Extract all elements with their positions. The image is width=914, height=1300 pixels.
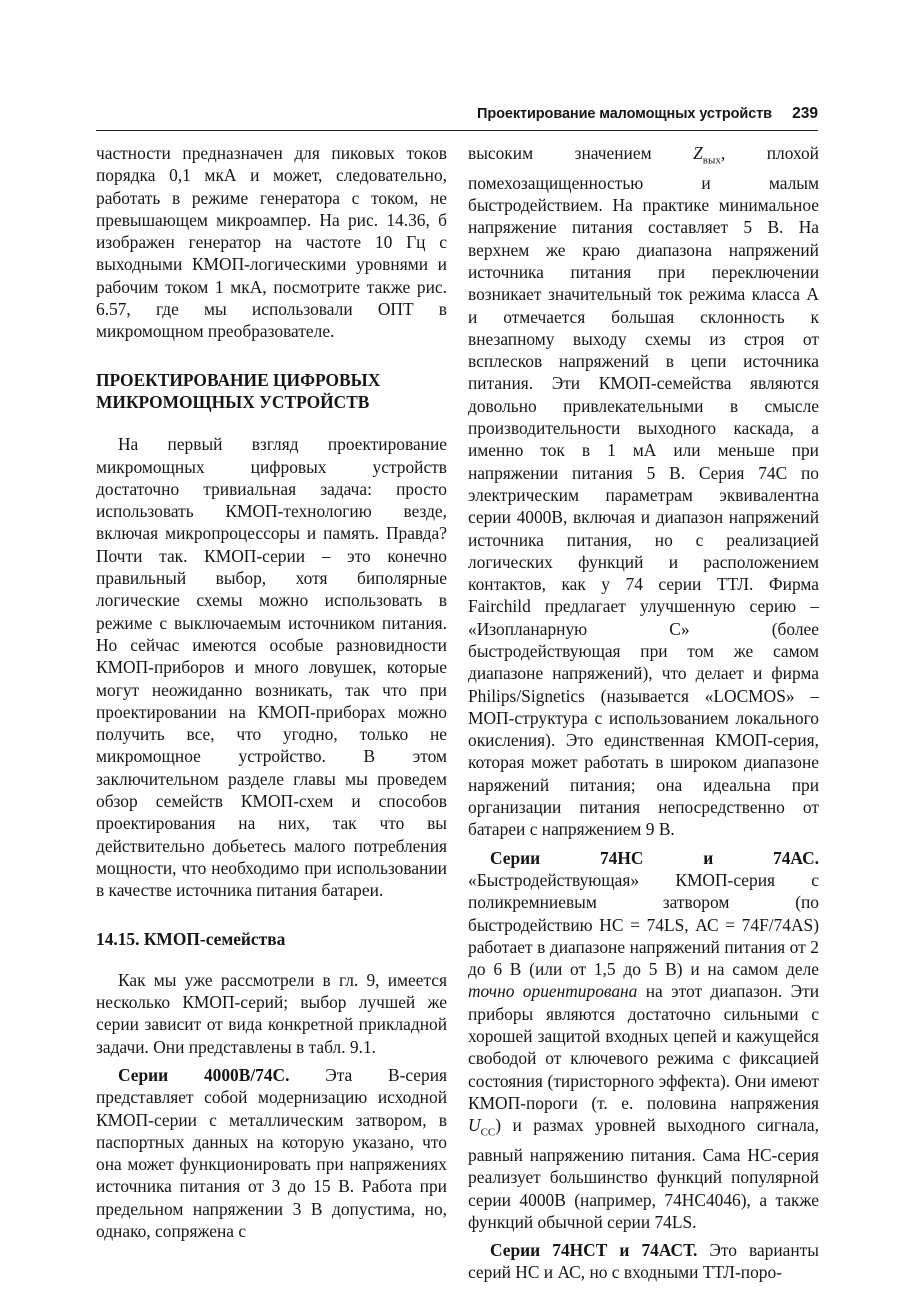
lead-hc-series: Серии 74НС и 74АС.	[490, 847, 819, 868]
u-symbol: U	[468, 1115, 481, 1136]
page-number: 239	[792, 105, 818, 122]
right-column	[468, 142, 819, 1284]
paragraph-4000-series	[96, 1064, 447, 1242]
running-header	[96, 104, 818, 131]
paragraph-hc-series	[468, 847, 819, 1234]
text-fragment: высоким значением	[468, 143, 694, 163]
z-symbol: Z	[693, 143, 703, 163]
paragraph-4000-continuation	[468, 142, 819, 841]
text-fragment: Это варианты серий НС и АС, но с входными ТТЛ-поро-	[468, 1240, 819, 1283]
subheading-line-1: ПРОЕКТИРОВАНИЕ ЦИФРОВЫХ	[96, 369, 381, 390]
text-fragment: ) и размах уровней выходного сигнала, равный напряжению питания. Сама НС-серия реализует большинство функций популярной серии 4000В (например, 74НС4046), а также функций обычной серии 74LS.	[468, 1115, 819, 1232]
paragraph-continuation: частности предназначен для пиковых токов порядка 0,1 мкА и может, следовательно, работать в режиме генератора с током, не превышающем микроампер. На рис. 14.36, б изображен генератор на частоте 10 Гц с выходными КМОП-логическими уровнями и рабочим током 1 мкА, посмотрите также рис. 6.57, где мы использовали ОПТ в микромощном преобразователе.	[96, 143, 447, 342]
text-4000-series: Эта В-серия представляет собой модернизацию исходной КМОП-серии с металлическим затвором, в паспортных данных на которую указано, что она может функционировать при напряжениях источника питания от 3 до 15 В. Работа при предельном напряжении 3 В допустима, но, однако, сопряжена с	[96, 1064, 448, 1242]
lead-4000-series: Серии 4000В/74С.	[118, 1064, 290, 1085]
paragraph-digital-design: На первый взгляд проектирование микромощных цифровых устройств достаточно тривиальная задача: просто использовать КМОП-технологию везде, включая микропроцессоры и память. Правда? Почти так. КМОП-серии – это конечно правильный выбор, хотя биполярные логические схемы можно использовать в режиме с выключаемым источником питания. Но сейчас имеются особые разновидности КМОП-приборов и много ловушек, которые могут неожиданно возникать, так что при проектировании на КМОП-приборах можно получить все, что угодно, только не микромощное устройство. В этом заключительном разделе главы мы проведем обзор семейств КМОП-схем и способов проектирования на них, так что вы действительно добьетесь малого потребления мощности, что необходимо при использовании в качестве источника питания батареи.	[96, 434, 447, 901]
text-fragment: «Быстродействующая» КМОП-серия с поликремниевым затвором (по быстродействию НС = 74LS, АС = 74F/74AS) работает в диапазоне напряжений питания от 2 до 6 В (или от 1,5 до 5 В) и на самом деле	[468, 869, 819, 980]
u-subscript: CC	[480, 1126, 496, 1139]
paragraph-hct-series	[468, 1239, 819, 1284]
left-column	[96, 142, 447, 1242]
paragraph-families: Как мы уже рассмотрели в гл. 9, имеется несколько КМОП-серий; выбор лучшей же серии зависит от вида конкретной прикладной задачи. Они представлены в табл. 9.1.	[96, 969, 447, 1057]
text-fragment: на этот диапазон. Эти приборы являются достаточно сильными с хорошей защитой входных цепей и кажущейся свободой от ключевого режима с фиксацией состояния (тиристорного эффекта). Они имеют КМОП-пороги (т. е. половина напряжения	[468, 981, 819, 1113]
chapter-subheading	[96, 369, 447, 414]
section-heading: 14.15. КМОП-семейства	[96, 928, 286, 949]
subheading-line-2: МИКРОМОЩНЫХ УСТРОЙСТВ	[96, 391, 370, 412]
italic-emphasis: точно ориентирована	[468, 981, 638, 1002]
z-subscript: вых	[702, 154, 721, 167]
text-fragment: , плохой помехозащищенностью и малым быстродействием. На практике минимальное напряжение питания составляет 5 В. На верхнем же краю диапазона напряжений источника питания при переключении возникает значительный ток режима класса А и отмечается большая склонность к внезапному выходу схемы из строя от всплесков напряжений в цепи источника питания. Эти КМОП-семейства являются довольно привлекательными в смысле производительности выходного каскада, а именно ток в 1 мА или меньше при напряжении питания 5 В. Серия 74С по электрическим параметрам эквивалентна серии 4000В, включая и диапазон напряжений источника питания, но с реализацией логических функций и расположением контактов, как у 74 серии ТТЛ. Фирма Fairchild предлагает улучшенную серию – «Изопланарную С» (более быстродействующая при том же самом диапазоне напряжений), что делает и фирма Philips/Signetics (называется «LOCMOS» – МОП-структура с использованием локального окисления). Это единственная КМОП-серия, которая может работать в широком диапазоне наряжений питания; она идеальна при организации питания непосредственно от батареи с напряжением 9 В.	[468, 143, 819, 840]
running-title: Проектирование маломощных устройств	[477, 106, 772, 122]
lead-hct-series: Серии 74НСТ и 74АСТ.	[490, 1240, 698, 1261]
